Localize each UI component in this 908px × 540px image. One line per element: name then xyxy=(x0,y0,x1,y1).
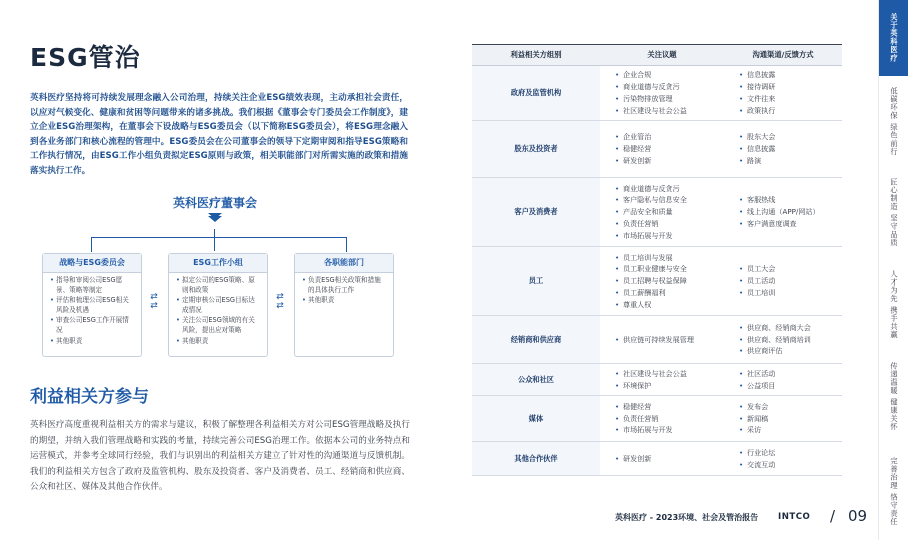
channels-cell xyxy=(724,316,842,364)
channels-cell xyxy=(724,364,842,396)
side-tab-about[interactable]: 关于英科医疗 xyxy=(879,0,908,76)
channel-item: • 社区活动 xyxy=(739,368,841,380)
side-tab-governance[interactable]: 完善治理 恪守责任 xyxy=(890,456,899,526)
column-header: 沟通渠道/反馈方式 xyxy=(724,45,842,66)
departments-title: 各职能部门 xyxy=(295,254,393,273)
column-header: 利益相关方组别 xyxy=(472,45,600,66)
issues-cell xyxy=(600,396,724,442)
side-navigation xyxy=(878,0,908,540)
channel-item: • 客服热线 xyxy=(739,194,841,206)
table-row xyxy=(472,316,842,364)
issues-cell xyxy=(600,442,724,476)
issue-item: • 客户隐私与信息安全 xyxy=(615,194,723,206)
channels-cell xyxy=(724,396,842,442)
issue-item: • 研发创新 xyxy=(615,155,723,167)
list-item: • 其他职责 xyxy=(51,337,135,347)
table-row xyxy=(472,178,842,247)
channel-item: • 股东大会 xyxy=(739,131,841,143)
issue-item: • 市场拓展与开发 xyxy=(615,424,723,436)
issue-item: • 污染物排放管理 xyxy=(615,93,723,105)
stakeholder-group: 媒体 xyxy=(472,396,600,442)
issue-item: • 商业道德与反贪污 xyxy=(615,81,723,93)
issue-item: • 社区建设与社会公益 xyxy=(615,105,723,117)
stakeholder-group: 其他合作伙伴 xyxy=(472,442,600,476)
issue-item: • 环境保护 xyxy=(615,380,723,392)
issue-item: • 员工薪酬福利 xyxy=(615,287,723,299)
issue-item: • 员工培训与发展 xyxy=(615,252,723,264)
channel-item: • 员工培训 xyxy=(739,287,841,299)
table-row xyxy=(472,247,842,316)
board-title: 英科医疗董事会 xyxy=(172,196,257,210)
channel-item: • 路演 xyxy=(739,155,841,167)
list-item: • 其他职责 xyxy=(177,337,261,347)
footer-report-title: 英科医疗 - 2023环境、社会及管治报告 xyxy=(615,513,759,522)
table-row xyxy=(472,66,842,121)
channel-item: • 供应商、经销商大会 xyxy=(739,322,841,334)
committee-list xyxy=(43,276,141,346)
issue-item: • 产品安全和质量 xyxy=(615,206,723,218)
channel-item: • 线上沟通（APP/网站） xyxy=(739,206,841,218)
table-header-row xyxy=(472,45,842,66)
stakeholder-group: 客户及消费者 xyxy=(472,178,600,247)
list-item: • 定期审核公司ESG目标达成情况 xyxy=(177,296,261,315)
issue-item: • 企业合规 xyxy=(615,69,723,81)
channel-item: • 新闻稿 xyxy=(739,413,841,425)
issue-item: • 研发创新 xyxy=(615,453,723,465)
issue-item: • 负责任营销 xyxy=(615,218,723,230)
issue-item: • 稳健经营 xyxy=(615,143,723,155)
group-box xyxy=(168,253,268,357)
channel-item: • 供应商评估 xyxy=(739,345,841,357)
page-number: 09 xyxy=(848,507,868,525)
issue-item: • 稳健经营 xyxy=(615,401,723,413)
channels-cell xyxy=(724,442,842,476)
list-item: • 指导和审阅公司ESG愿景、策略等制定 xyxy=(51,276,135,295)
stakeholder-group: 股东及投资者 xyxy=(472,121,600,178)
footer-brand: INTCO xyxy=(778,512,811,522)
stakeholder-paragraph: 英科医疗高度重视利益相关方的需求与建议，积极了解整理各利益相关方对公司ESG管理战略及执行的期望，并纳入我们管理战略和实践的考量，持续完善公司ESG治理工作。依据本公司的业务特点和运营模式，并参考全球同行经验，我们与识别出的利益相关方建立了针对性的沟通渠道与反馈机制。我们的利益相关方包含了政府及监管机构、股东及投资者、客户及消费者、员工、经销商和供应商、公众和社区、媒体及其他合作伙伴。 xyxy=(30,420,410,493)
issues-cell xyxy=(600,316,724,364)
channel-item: • 员工活动 xyxy=(739,275,841,287)
channel-item: • 信息披露 xyxy=(739,143,841,155)
stakeholder-group: 政府及监管机构 xyxy=(472,66,600,121)
group-list xyxy=(169,276,267,346)
issue-item: • 商业道德与反贪污 xyxy=(615,183,723,195)
side-tab-quality[interactable]: 匠心制造 坚守品质 xyxy=(890,177,899,247)
issues-cell xyxy=(600,121,724,178)
list-item: • 负责ESG相关政策和措施的具体执行工作 xyxy=(303,276,387,295)
channel-item: • 采访 xyxy=(739,424,841,436)
channels-cell xyxy=(724,178,842,247)
issue-item: • 社区建设与社会公益 xyxy=(615,368,723,380)
issue-item: • 企业管治 xyxy=(615,131,723,143)
channel-item: • 客户满意度调查 xyxy=(739,218,841,230)
list-item: • 审查公司ESG工作开展情况 xyxy=(51,316,135,335)
channel-item: • 信息披露 xyxy=(739,69,841,81)
departments-list xyxy=(295,276,393,306)
double-arrow-icon: ⇄ ⇄ xyxy=(276,292,284,311)
issue-item: • 市场拓展与开发 xyxy=(615,230,723,242)
list-item: • 其他职责 xyxy=(303,296,387,306)
channels-cell xyxy=(724,247,842,316)
channel-item: • 发布会 xyxy=(739,401,841,413)
issue-item: • 供应链可持续发展管理 xyxy=(615,334,723,346)
issues-cell xyxy=(600,178,724,247)
stakeholder-table xyxy=(472,44,842,476)
list-item: • 拟定公司的ESG策略、原则和政策 xyxy=(177,276,261,295)
list-item: • 评估和梳理公司ESG相关风险及机遇 xyxy=(51,296,135,315)
group-title: ESG工作小组 xyxy=(169,254,267,273)
departments-box xyxy=(294,253,394,357)
tree-connector xyxy=(91,237,347,252)
intro-paragraph: 英科医疗坚持将可持续发展理念融入公司治理，持续关注企业ESG绩效表现，主动承担社会责任，以应对气候变化、健康和贫困等问题带来的诸多挑战。我们根据《董事会专门委员会工作制度》，建立企业ESG治理架构，在董事会下设战略与ESG委员会（以下简称ESG委员会），将ESG理念融入到各业务部门和核心流程的管理中。ESG委员会在公司董事会的领导下定期审阅和指导ESG策略和工作执行情况，由ESG工作小组负责拟定ESG原则与政策，相关职能部门对所需实施的政策和措施落实执行工作。 xyxy=(30,93,408,176)
channel-item: • 行业论坛 xyxy=(739,447,841,459)
channel-item: • 员工大会 xyxy=(739,263,841,275)
side-tab-environment[interactable]: 低碳环保 绿色前行 xyxy=(890,86,899,156)
issue-item: • 员工职业健康与安全 xyxy=(615,263,723,275)
issues-cell xyxy=(600,66,724,121)
issue-item: • 负责任营销 xyxy=(615,413,723,425)
issues-cell xyxy=(600,247,724,316)
stakeholder-group: 公众和社区 xyxy=(472,364,600,396)
committee-box xyxy=(42,253,142,357)
table-row xyxy=(472,364,842,396)
table-row xyxy=(472,121,842,178)
column-header: 关注议题 xyxy=(600,45,724,66)
channel-item: • 公益项目 xyxy=(739,380,841,392)
table-row xyxy=(472,396,842,442)
channel-item: • 接待调研 xyxy=(739,81,841,93)
channel-item: • 交流互动 xyxy=(739,459,841,471)
double-arrow-icon: ⇄ ⇄ xyxy=(150,292,158,311)
issue-item: • 员工招聘与权益保障 xyxy=(615,275,723,287)
page-title: ESG管治 xyxy=(30,43,141,72)
channel-item: • 供应商、经销商培训 xyxy=(739,334,841,346)
issues-cell xyxy=(600,364,724,396)
table-row xyxy=(472,442,842,476)
channel-item: • 政策执行 xyxy=(739,105,841,117)
side-tab-community[interactable]: 传递温暖 健康关怀 xyxy=(890,361,899,431)
footer-slash: / xyxy=(830,507,836,525)
issue-item: • 尊重人权 xyxy=(615,299,723,311)
chevron-down-icon xyxy=(206,213,224,219)
stakeholder-group: 员工 xyxy=(472,247,600,316)
channel-item: • 文件往来 xyxy=(739,93,841,105)
stakeholder-title: 利益相关方参与 xyxy=(30,387,149,407)
channels-cell xyxy=(724,121,842,178)
side-tab-talent[interactable]: 人才为先 携手共赢 xyxy=(890,269,899,339)
stakeholder-group: 经销商和供应商 xyxy=(472,316,600,364)
list-item: • 关注公司ESG领域的有关风险，提出应对策略 xyxy=(177,316,261,335)
channels-cell xyxy=(724,66,842,121)
committee-title: 战略与ESG委员会 xyxy=(43,254,141,273)
